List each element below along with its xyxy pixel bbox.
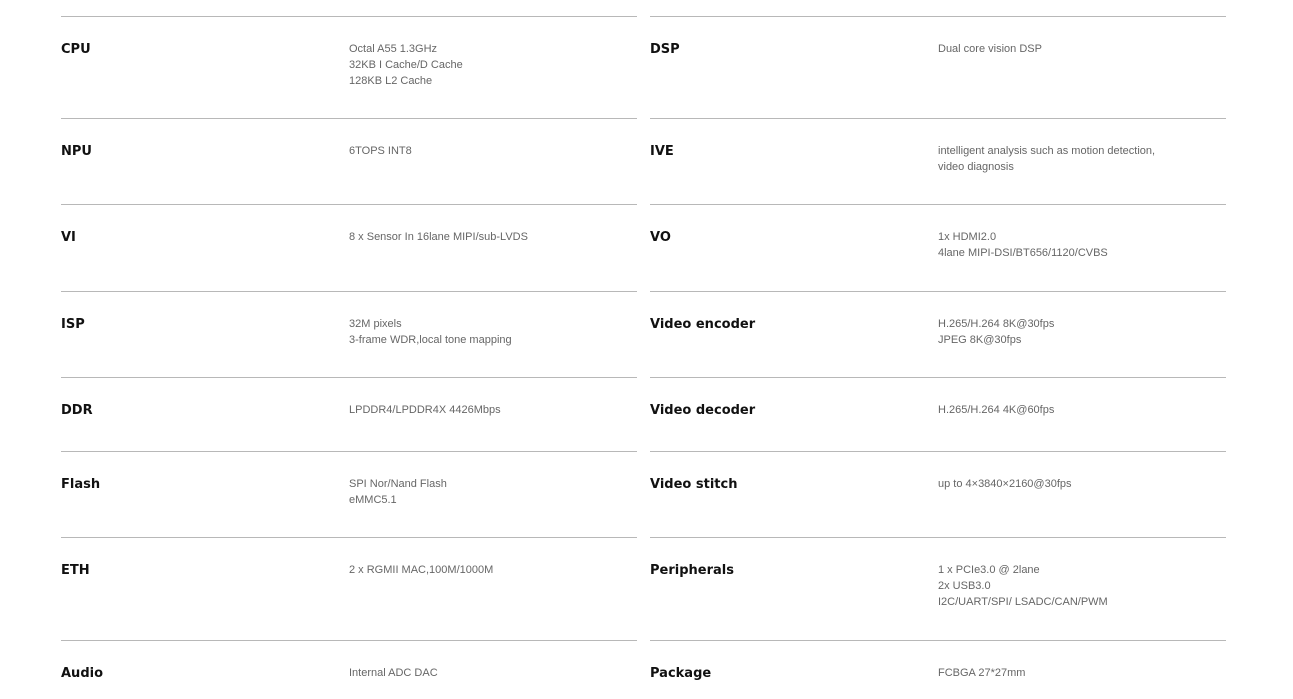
spec-label: VO: [650, 230, 671, 245]
spec-label: NPU: [61, 144, 92, 159]
spec-label: ETH: [61, 563, 90, 578]
spec-row-cpu: [61, 16, 637, 118]
spec-row-npu: [61, 118, 637, 204]
spec-value-line: intelligent analysis such as motion detection,: [938, 145, 1156, 157]
spec-value-line: H.265/H.264 4K@60fps: [938, 404, 1055, 416]
spec-label: VI: [61, 230, 76, 245]
spec-label: DDR: [61, 403, 93, 418]
spec-value-line: 8 x Sensor In 16lane MIPI/sub-LVDS: [349, 231, 528, 243]
spec-value: [349, 143, 412, 159]
spec-row-video-encoder: [650, 291, 1226, 377]
spec-value: [938, 562, 1108, 610]
spec-value: [349, 476, 447, 508]
spec-row-package: [650, 640, 1226, 699]
spec-label: Peripherals: [650, 563, 734, 578]
spec-value-line: 1x HDMI2.0: [938, 231, 997, 243]
spec-row-audio: [61, 640, 637, 699]
spec-row-isp: [61, 291, 637, 377]
spec-label: DSP: [650, 42, 680, 57]
spec-row-flash: [61, 451, 637, 537]
spec-value-line: 6TOPS INT8: [349, 145, 412, 157]
spec-value: [938, 402, 1054, 418]
spec-label: Audio: [61, 666, 104, 681]
spec-value: [938, 229, 1108, 261]
spec-value-line: video diagnosis: [938, 161, 1014, 173]
spec-value: [349, 562, 493, 578]
spec-value-line: 2x USB3.0: [938, 580, 991, 592]
spec-value-line: 1 x PCIe3.0 @ 2lane: [938, 564, 1040, 576]
spec-value-line: 32KB I Cache/D Cache: [349, 59, 463, 71]
spec-value-line: 3-frame WDR,local tone mapping: [349, 334, 512, 346]
spec-value-line: Dual core vision DSP: [938, 43, 1042, 55]
spec-value-line: 2 x RGMII MAC,100M/1000M: [349, 564, 494, 576]
spec-row-eth: [61, 537, 637, 640]
spec-label: Video stitch: [650, 477, 738, 492]
spec-label: Video encoder: [650, 317, 756, 332]
spec-value-line: SPI Nor/Nand Flash: [349, 478, 447, 490]
spec-row-dsp: [650, 16, 1226, 118]
spec-label: Package: [650, 666, 712, 681]
spec-value-line: 128KB L2 Cache: [349, 75, 433, 87]
spec-value-line: up to 4×3840×2160@30fps: [938, 478, 1072, 490]
spec-value-line: Internal ADC DAC: [349, 667, 438, 679]
spec-row-vi: [61, 204, 637, 291]
spec-value-line: 4lane MIPI-DSI/BT656/1120/CVBS: [938, 247, 1108, 259]
spec-label: ISP: [61, 317, 85, 332]
spec-value-line: Octal A55 1.3GHz: [349, 43, 438, 55]
spec-value-line: I2C/UART/SPI/ LSADC/CAN/PWM: [938, 596, 1108, 608]
spec-label: Flash: [61, 477, 101, 492]
spec-value: [938, 41, 1042, 57]
spec-label: IVE: [650, 144, 674, 159]
spec-value-line: FCBGA 27*27mm: [938, 667, 1026, 679]
spec-row-peripherals: [650, 537, 1226, 640]
spec-value: [349, 41, 463, 89]
spec-row-ddr: [61, 377, 637, 451]
spec-value: [349, 316, 512, 348]
spec-row-video-decoder: [650, 377, 1226, 451]
spec-value-line: LPDDR4/LPDDR4X 4426Mbps: [349, 404, 501, 416]
spec-value-line: JPEG 8K@30fps: [938, 334, 1022, 346]
spec-value: [349, 665, 438, 681]
spec-value: [938, 316, 1054, 348]
spec-value: [938, 476, 1072, 492]
spec-row-vo: [650, 204, 1226, 291]
spec-label: CPU: [61, 42, 91, 57]
spec-value: [938, 665, 1025, 681]
spec-value-line: eMMC5.1: [349, 494, 397, 506]
spec-row-ive: [650, 118, 1226, 204]
spec-value-line: 32M pixels: [349, 318, 402, 330]
spec-row-video-stitch: [650, 451, 1226, 537]
spec-value: [349, 402, 501, 418]
spec-value-line: H.265/H.264 8K@30fps: [938, 318, 1055, 330]
spec-label: Video decoder: [650, 403, 756, 418]
spec-value: [349, 229, 528, 245]
spec-value: [938, 143, 1155, 175]
